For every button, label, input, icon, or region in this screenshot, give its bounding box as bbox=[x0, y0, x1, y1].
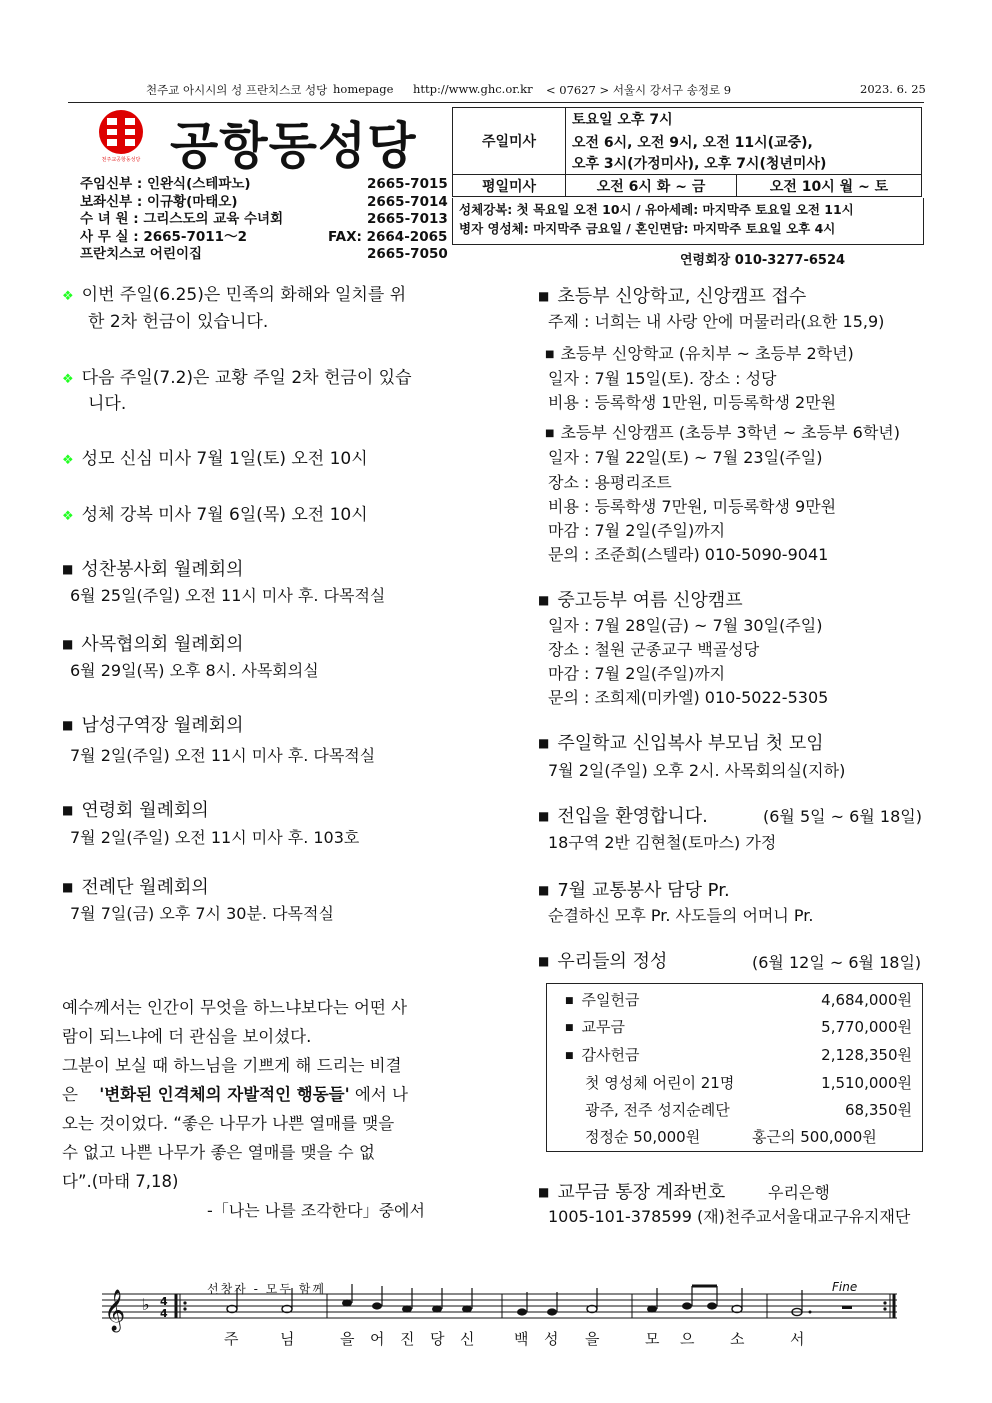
clergy-list bbox=[80, 176, 450, 264]
diamond-bullet-icon: ❖ bbox=[62, 289, 74, 304]
lyric-syllable: 서 bbox=[790, 1330, 805, 1348]
square-bullet-icon: ■ bbox=[538, 1185, 550, 1199]
camp2-date: 일자 : 7월 22일(토) ~ 7월 23일(주일) bbox=[548, 448, 823, 467]
lyric-syllable: 당 bbox=[430, 1330, 445, 1348]
svg-text:𝄞: 𝄞 bbox=[104, 1290, 126, 1331]
square-bullet-icon: ■ bbox=[545, 428, 555, 439]
offering-title: ■ 우리들의 정성 bbox=[538, 951, 668, 972]
church-logo bbox=[97, 108, 145, 166]
lyric-syllable: 백 bbox=[514, 1330, 529, 1348]
mass-schedule-table bbox=[452, 107, 922, 197]
meeting-2-title: ■ 사목협의회 월례회의 bbox=[62, 634, 244, 655]
camp-theme: 주제 : 너희는 내 사랑 안에 머물러라(요한 15,9) bbox=[548, 312, 885, 331]
notice-1-line-b: 한 2차 헌금이 있습니다. bbox=[88, 312, 269, 332]
meeting-1-title: ■ 성찬봉사회 월례회의 bbox=[62, 559, 244, 580]
diamond-bullet-icon: ❖ bbox=[62, 453, 74, 468]
mid-camp-deadline: 마감 : 7월 2일(주일)까지 bbox=[548, 664, 726, 683]
svg-text:♭: ♭ bbox=[142, 1295, 150, 1314]
welcome-body: 18구역 2반 김현철(토마스) 가정 bbox=[548, 833, 777, 852]
clergy-row: 수 녀 원 : 그리스도의 교육 수녀회 2665-7013 bbox=[80, 211, 448, 227]
meeting-4-title: ■ 연령회 월례회의 bbox=[62, 800, 209, 821]
homepage-link[interactable]: http://www.ghc.or.kr bbox=[413, 82, 533, 96]
weekday-mass-time-2: 오전 10시 월 ~ 토 bbox=[737, 175, 922, 197]
sacrament-schedule bbox=[452, 198, 924, 245]
school-cost: 비용 : 등록학생 1만원, 미등록학생 2만원 bbox=[548, 393, 837, 412]
parents-title: ■ 주일학교 신입복사 부모님 첫 모임 bbox=[538, 733, 824, 754]
square-bullet-icon: ■ bbox=[538, 883, 550, 897]
mid-camp-title: ■ 중고등부 여름 신앙캠프 bbox=[538, 590, 743, 611]
small-square-bullet-icon: ■ bbox=[565, 1023, 574, 1033]
square-bullet-icon: ■ bbox=[538, 289, 550, 303]
lyric-syllable: 을 bbox=[585, 1330, 600, 1348]
sunday-mass-time-3: 오후 3시(가정미사), 오후 7시(청년미사) bbox=[566, 153, 922, 175]
sunday-mass-time-2: 오전 6시, 오전 9시, 오전 11시(교중), bbox=[566, 131, 922, 153]
account-number: 1005-101-378599 (재)천주교서울대교구유지재단 bbox=[548, 1207, 911, 1226]
clergy-row: 보좌신부 : 이규황(마태오) 2665-7014 bbox=[80, 193, 448, 210]
square-bullet-icon: ■ bbox=[538, 736, 550, 750]
mid-camp-place: 장소 : 철원 군종교구 백골성당 bbox=[548, 640, 760, 659]
lyric-syllable: 으 bbox=[680, 1330, 695, 1348]
lyric-syllable: 성 bbox=[544, 1330, 559, 1348]
parents-body: 7월 2일(주일) 오후 2시. 사목회의실(지하) bbox=[548, 761, 846, 780]
lyric-syllable: 어 bbox=[370, 1330, 385, 1348]
mid-camp-contact: 문의 : 조희제(미카엘) 010-5022-5305 bbox=[548, 688, 829, 707]
meeting-2-body: 6월 29일(목) 오후 8시. 사목회의실 bbox=[70, 661, 319, 680]
quote-source: -「나는 나를 조각한다」중에서 bbox=[207, 1201, 425, 1220]
quote-line-4: 은 '변화된 인격체의 자발적인 행동들' 에서 나 bbox=[62, 1085, 408, 1104]
clergy-row: 주임신부 : 인완식(스테파노) 2665-7015 bbox=[80, 176, 448, 192]
sunday-mass-time-1: 토요일 오후 7시 bbox=[566, 108, 922, 131]
meeting-1-body: 6월 25일(주일) 오전 11시 미사 후. 다목적실 bbox=[70, 586, 386, 605]
clergy-row: 사 무 실 : 2665-7011～2 FAX: 2664-2065 bbox=[80, 228, 448, 245]
bulletin-date: 2023. 6. 25 bbox=[860, 82, 926, 96]
lyric-syllable: 을 bbox=[340, 1330, 355, 1348]
quote-line-3: 그분이 보실 때 하느님을 기쁘게 해 드리는 비결 bbox=[62, 1056, 402, 1075]
offering-sub-1-amount: 1,510,000원 bbox=[821, 1074, 912, 1092]
camp2-cost: 비용 : 등록학생 7만원, 미등록학생 9만원 bbox=[548, 497, 837, 516]
sunday-mass-label: 주일미사 bbox=[453, 108, 566, 175]
weekday-mass-label: 평일미사 bbox=[453, 175, 566, 197]
lyrics-line bbox=[102, 1328, 897, 1348]
meeting-3-body: 7월 2일(주일) 오전 11시 미사 후. 다목적실 bbox=[70, 746, 376, 765]
lyric-syllable: 모 bbox=[645, 1330, 660, 1348]
quote-line-5: 오는 것이었다. “좋은 나무가 나쁜 열매를 맺을 bbox=[62, 1114, 395, 1133]
clergy-row: 프란치스코 어린이집 2665-7050 bbox=[80, 246, 448, 262]
offering-item-label: ■ 감사헌금 bbox=[565, 1046, 640, 1064]
parish-line: 천주교 아시시의 성 프란치스코 성당 bbox=[146, 83, 328, 97]
quote-line-1: 예수께서는 인간이 무엇을 하느냐보다는 어떤 사 bbox=[62, 998, 408, 1017]
welcome-range: (6월 5일 ~ 6월 18일) bbox=[763, 807, 922, 826]
camp2-deadline: 마감 : 7월 2일(주일)까지 bbox=[548, 521, 726, 540]
sacrament-line-2: 병자 영성체: 마지막주 금요일 / 혼인면담: 마지막주 토요일 오후 4시 bbox=[459, 221, 836, 236]
offering-range: (6월 12일 ~ 6월 18일) bbox=[752, 953, 922, 972]
square-bullet-icon: ■ bbox=[538, 593, 550, 607]
mid-camp-date: 일자 : 7월 28일(금) ~ 7월 30일(주일) bbox=[548, 616, 823, 635]
offering-item-amount: 5,770,000원 bbox=[821, 1018, 912, 1036]
camp2-title: ■ 초등부 신앙캠프 (초등부 3학년 ~ 초등부 6학년) bbox=[545, 423, 900, 442]
top-info-line bbox=[68, 82, 924, 103]
diamond-bullet-icon: ❖ bbox=[62, 509, 74, 524]
notice-1-line-a: ❖ 이번 주일(6.25)은 민족의 화해와 일치를 위 bbox=[62, 285, 407, 305]
quote-line-2: 람이 되느냐에 더 관심을 보이셨다. bbox=[62, 1027, 312, 1046]
square-bullet-icon: ■ bbox=[62, 718, 74, 732]
quote-line-7: 다”.(마태 7,18) bbox=[62, 1172, 179, 1191]
square-bullet-icon: ■ bbox=[62, 803, 74, 817]
offering-sub-3: 정정순 50,000원 bbox=[585, 1128, 701, 1146]
offering-item-amount: 2,128,350원 bbox=[821, 1046, 912, 1064]
school-date: 일자 : 7월 15일(토). 장소 : 성당 bbox=[548, 369, 777, 388]
square-bullet-icon: ■ bbox=[538, 954, 550, 968]
funeral-chairman: 연령회장 010-3277-6524 bbox=[680, 253, 846, 268]
square-bullet-icon: ■ bbox=[545, 349, 555, 360]
lyric-syllable: 진 bbox=[400, 1330, 415, 1348]
offering-sub-2-label: 광주, 전주 성지순례단 bbox=[585, 1101, 730, 1119]
svg-text:4: 4 bbox=[160, 1307, 168, 1320]
camp2-contact: 문의 : 조준희(스텔라) 010-5090-9041 bbox=[548, 545, 829, 564]
lyric-syllable: 소 bbox=[730, 1330, 745, 1348]
notice-2-line-b: 니다. bbox=[88, 394, 127, 414]
meeting-3-title: ■ 남성구역장 월례회의 bbox=[62, 715, 244, 736]
offering-item-amount: 4,684,000원 bbox=[821, 991, 912, 1009]
small-square-bullet-icon: ■ bbox=[565, 996, 574, 1006]
account-title: ■ 교무금 통장 계좌번호 bbox=[538, 1182, 726, 1203]
square-bullet-icon: ■ bbox=[62, 562, 74, 576]
logo-caption: 천주교공항동성당 bbox=[101, 157, 141, 163]
lyric-syllable: 신 bbox=[460, 1330, 475, 1348]
square-bullet-icon: ■ bbox=[62, 880, 74, 894]
quote-line-6: 수 없고 나쁜 나무가 좋은 열매를 맺을 수 없 bbox=[62, 1143, 375, 1162]
offering-sub-2-amount: 68,350원 bbox=[845, 1101, 912, 1119]
square-bullet-icon: ■ bbox=[62, 637, 74, 651]
homepage-label: homepage bbox=[333, 82, 394, 96]
offering-table bbox=[546, 983, 923, 1152]
cantor-label: 선창자 - 모두 함께 bbox=[207, 1282, 326, 1296]
square-bullet-icon: ■ bbox=[538, 809, 550, 823]
meeting-5-title: ■ 전례단 월례회의 bbox=[62, 877, 209, 898]
offering-sub-1-label: 첫 영성체 어린이 21명 bbox=[585, 1074, 735, 1092]
offering-item-label: ■ 교무금 bbox=[565, 1018, 625, 1036]
notice-2-line-a: ❖ 다음 주일(7.2)은 교황 주일 2차 헌금이 있습 bbox=[62, 368, 412, 388]
lyric-syllable: 주 bbox=[224, 1330, 239, 1348]
meeting-5-body: 7월 7일(금) 오후 7시 30분. 다목적실 bbox=[70, 904, 334, 923]
traffic-body: 순결하신 모후 Pr. 사도들의 어머니 Pr. bbox=[548, 906, 814, 925]
small-square-bullet-icon: ■ bbox=[565, 1051, 574, 1061]
camp2-place: 장소 : 용평리조트 bbox=[548, 473, 672, 492]
fine-label: Fine bbox=[832, 1280, 858, 1294]
lyric-syllable: 님 bbox=[280, 1330, 295, 1348]
svg-text:4: 4 bbox=[160, 1295, 168, 1308]
welcome-title: ■ 전입을 환영합니다. bbox=[538, 806, 708, 827]
church-name: 공항동성당 bbox=[170, 117, 417, 175]
address: < 07627 > 서울시 강서구 송정로 9 bbox=[546, 83, 732, 97]
weekday-mass-time-1: 오전 6시 화 ~ 금 bbox=[566, 175, 737, 197]
meeting-4-body: 7월 2일(주일) 오전 11시 미사 후. 103호 bbox=[70, 828, 360, 847]
traffic-title: ■ 7월 교통봉사 담당 Pr. bbox=[538, 880, 730, 901]
camp-title: ■ 초등부 신앙학교, 신앙캠프 접수 bbox=[538, 286, 807, 307]
school-title: ■ 초등부 신앙학교 (유치부 ~ 초등부 2학년) bbox=[545, 344, 854, 363]
notice-4: ❖ 성체 강복 미사 7월 6일(목) 오전 10시 bbox=[62, 505, 368, 525]
music-staff bbox=[102, 1280, 897, 1350]
diamond-bullet-icon: ❖ bbox=[62, 372, 74, 387]
notice-3: ❖ 성모 신심 미사 7월 1일(토) 오전 10시 bbox=[62, 449, 368, 469]
account-bank: 우리은행 bbox=[768, 1183, 830, 1202]
sacrament-line-1: 성체강복: 첫 목요일 오전 10시 / 유아세례: 마지막주 토요일 오전 11시 bbox=[459, 202, 854, 217]
offering-item-label: ■ 주일헌금 bbox=[565, 991, 640, 1009]
offering-sub-4: 홍근의 500,000원 bbox=[752, 1128, 877, 1146]
